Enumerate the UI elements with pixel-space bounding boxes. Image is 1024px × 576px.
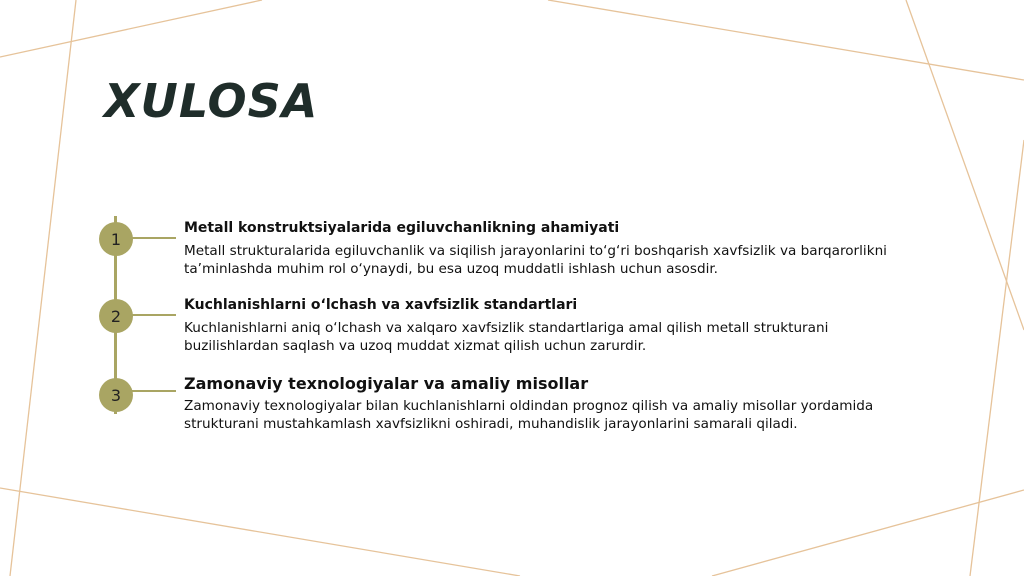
item-heading: Metall konstruktsiyalarida egiluvchanlikning ahamiyati	[184, 220, 620, 236]
item-heading: Zamonaviy texnologiyalar va amaliy misollar	[184, 374, 589, 393]
timeline-item-3	[184, 374, 914, 433]
timeline-node-2: 2	[99, 299, 133, 333]
timeline-node-3: 3	[99, 378, 133, 412]
timeline-item-1	[184, 220, 914, 278]
timeline-item-2	[184, 297, 914, 355]
item-text: Metall strukturalarida egiluvchanlik va siqilish jarayonlarini to‘g‘ri boshqarish xavfsizlik va barqarorlikni ta’minlashda muhim rol o‘ynaydi, bu esa uzoq muddatli ishlash uchun asosdir.	[184, 243, 887, 277]
item-text: Kuchlanishlarni aniq o‘lchash va xalqaro xavfsizlik standartlariga amal qilish metall strukturani buzilishlardan saqlash va uzoq muddat xizmat qilish uchun zarurdir.	[184, 320, 829, 354]
timeline-node-1: 1	[99, 222, 133, 256]
item-heading: Kuchlanishlarni o‘lchash va xavfsizlik standartlari	[184, 297, 578, 313]
slide-title: XULOSA	[104, 74, 319, 128]
item-text: Zamonaviy texnologiyalar bilan kuchlanishlarni oldindan prognoz qilish va amaliy misollar yordamida strukturani mustahkamlash xavfsizlikni oshiradi, muhandislik jarayonlarini samarali qiladi.	[184, 398, 874, 432]
